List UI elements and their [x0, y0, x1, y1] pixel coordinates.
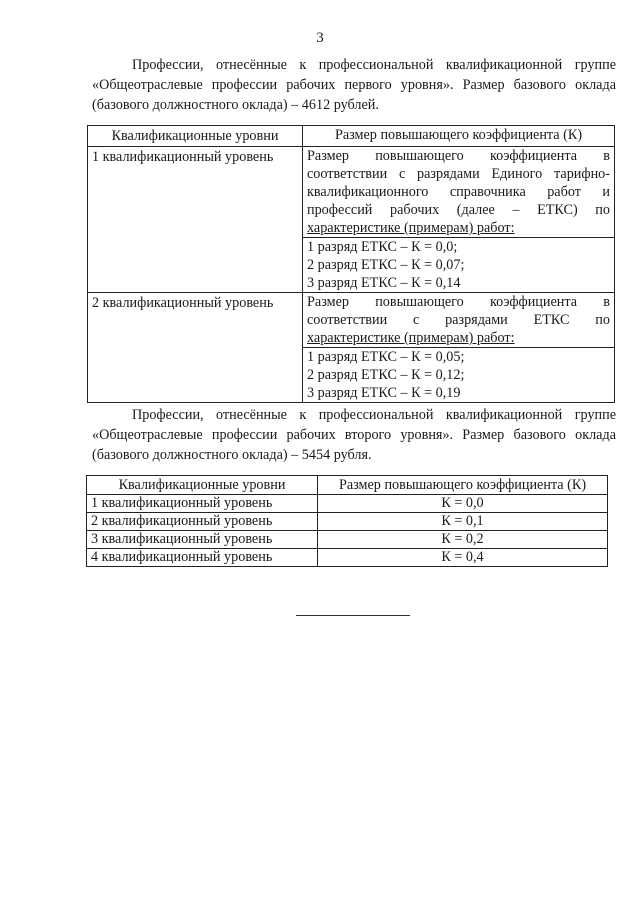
- grade-line: 3 разряд ЕТКС – К = 0,19: [307, 385, 461, 401]
- table-header-cell: Размер повышающего коэффициента (К): [303, 126, 615, 147]
- coefficient-description-cell: Размер повышающего коэффициента в соответствии с разрядами Единого тарифно-квалификационного справочника работ и профессий рабочих (далее – ЕТКС) по характеристике (примерам) работ:: [303, 147, 615, 238]
- paragraph-second-level-group: [92, 405, 616, 465]
- grade-line: 1 разряд ЕТКС – К = 0,05;: [307, 349, 465, 365]
- grade-line: 2 разряд ЕТКС – К = 0,07;: [307, 257, 465, 273]
- underlined-phrase: характеристике (примерам) работ:: [307, 220, 515, 236]
- table-row: [88, 147, 615, 238]
- coefficient-cell: К = 0,1: [318, 513, 608, 531]
- coefficient-table-second-level: [86, 475, 608, 567]
- coefficient-table-first-level: [87, 125, 615, 403]
- coefficient-cell: К = 0,4: [318, 549, 608, 567]
- qualification-level-cell: 4 квалификационный уровень: [87, 549, 318, 567]
- grade-line: 1 разряд ЕТКС – К = 0,0;: [307, 239, 458, 255]
- table-header-cell: Размер повышающего коэффициента (К): [318, 476, 608, 495]
- table-header-cell: Квалификационные уровни: [87, 476, 318, 495]
- coefficient-cell: К = 0,0: [318, 495, 608, 513]
- qualification-level-cell: 2 квалификационный уровень: [87, 513, 318, 531]
- qualification-level-cell: 1 квалификационный уровень: [88, 147, 303, 293]
- paragraph-first-level-group: [92, 55, 616, 115]
- grades-cell: [303, 348, 615, 403]
- table-row: [87, 549, 608, 567]
- qualification-level-cell: 3 квалификационный уровень: [87, 531, 318, 549]
- table-header-row: [88, 126, 615, 147]
- underlined-phrase: характеристике (примерам) работ:: [307, 330, 515, 346]
- table-header-cell: Квалификационные уровни: [88, 126, 303, 147]
- paragraph-text: Профессии, отнесённые к профессиональной квалификационной группе «Общеотраслевые профессии рабочих второго уровня». Размер базового оклада (базового должностного оклада) – 5454 рубля.: [92, 407, 616, 463]
- grade-line: 3 разряд ЕТКС – К = 0,14: [307, 275, 461, 291]
- table-row: [87, 531, 608, 549]
- table-row: [87, 495, 608, 513]
- qualification-level-cell: 1 квалификационный уровень: [87, 495, 318, 513]
- end-divider-line: [296, 615, 410, 616]
- table-header-row: [87, 476, 608, 495]
- page-number: 3: [316, 30, 324, 46]
- coefficient-cell: К = 0,2: [318, 531, 608, 549]
- coefficient-description-cell: Размер повышающего коэффициента в соответствии с разрядами ЕТКС по характеристике (примерам) работ:: [303, 293, 615, 348]
- grades-cell: [303, 238, 615, 293]
- table-row: [88, 293, 615, 348]
- grade-line: 2 разряд ЕТКС – К = 0,12;: [307, 367, 465, 383]
- paragraph-text: Профессии, отнесённые к профессиональной квалификационной группе «Общеотраслевые профессии рабочих первого уровня». Размер базового оклада (базового должностного оклада) – 4612 рублей.: [92, 57, 616, 113]
- table-row: [87, 513, 608, 531]
- qualification-level-cell: 2 квалификационный уровень: [88, 293, 303, 403]
